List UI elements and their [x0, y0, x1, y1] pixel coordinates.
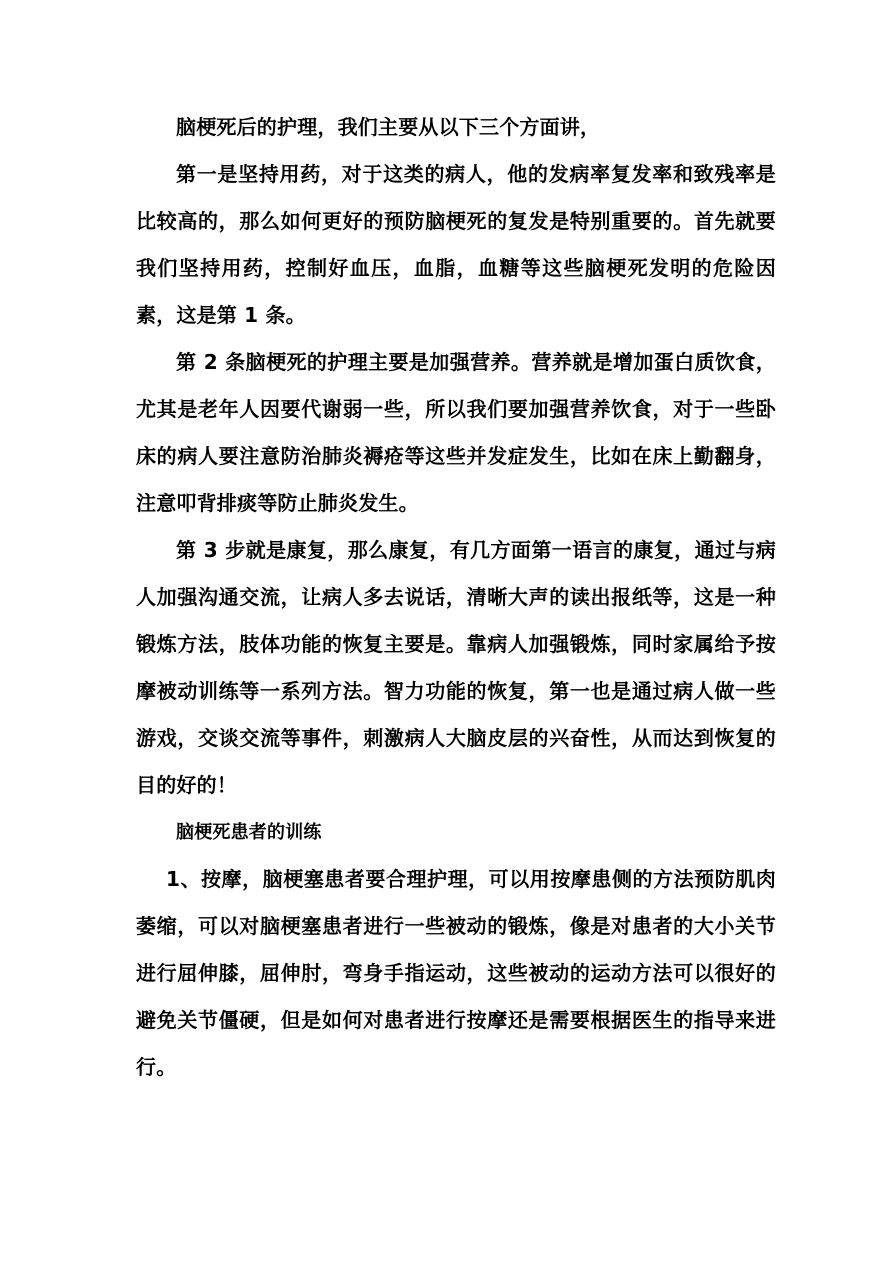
list-item-massage: 1、按摩，脑梗塞患者要合理护理，可以用按摩患侧的方法预防肌肉萎缩，可以对脑梗塞患者进行一些被动的锻炼，像是对患者的大小关节进行屈伸膝，屈伸肘，弯身手指运动，这些被动的运动方法可以很好的避免关节僵硬，但是如何对患者进行按摩还是需要根据医生的指导来进行。	[136, 867, 776, 1079]
document-body	[136, 104, 776, 1091]
paragraph-intro: 脑梗死后的护理，我们主要从以下三个方面讲，	[176, 115, 601, 139]
paragraph-rehabilitation: 第 3 步就是康复，那么康复，有几方面第一语言的康复，通过与病人加强沟通交流，让病人多去说话，清晰大声的读出报纸等，这是一种锻炼方法，肢体功能的恢复主要是。靠病人加强锻炼，同时家属给予按摩被动训练等一系列方法。智力功能的恢复，第一也是通过病人做一些游戏，交谈交流等事件，刺激病人大脑皮层的兴奋性，从而达到恢复的目的好的！	[136, 538, 776, 797]
paragraph-nutrition: 第 2 条脑梗死的护理主要是加强营养。营养就是增加蛋白质饮食，尤其是老年人因要代谢弱一些，所以我们要加强营养饮食，对于一些卧床的病人要注意防治肺炎褥疮等这些并发症发生，比如在床上勤翻身，注意叩背排痰等防止肺炎发生。	[136, 350, 776, 515]
paragraph-medication: 第一是坚持用药，对于这类的病人，他的发病率复发率和致残率是比较高的，那么如何更好的预防脑梗死的复发是特别重要的。首先就要我们坚持用药，控制好血压，血脂，血糖等这些脑梗死发明的危险因素，这是第 1 条。	[136, 162, 776, 327]
section-heading-training: 脑梗死患者的训练	[176, 822, 322, 843]
